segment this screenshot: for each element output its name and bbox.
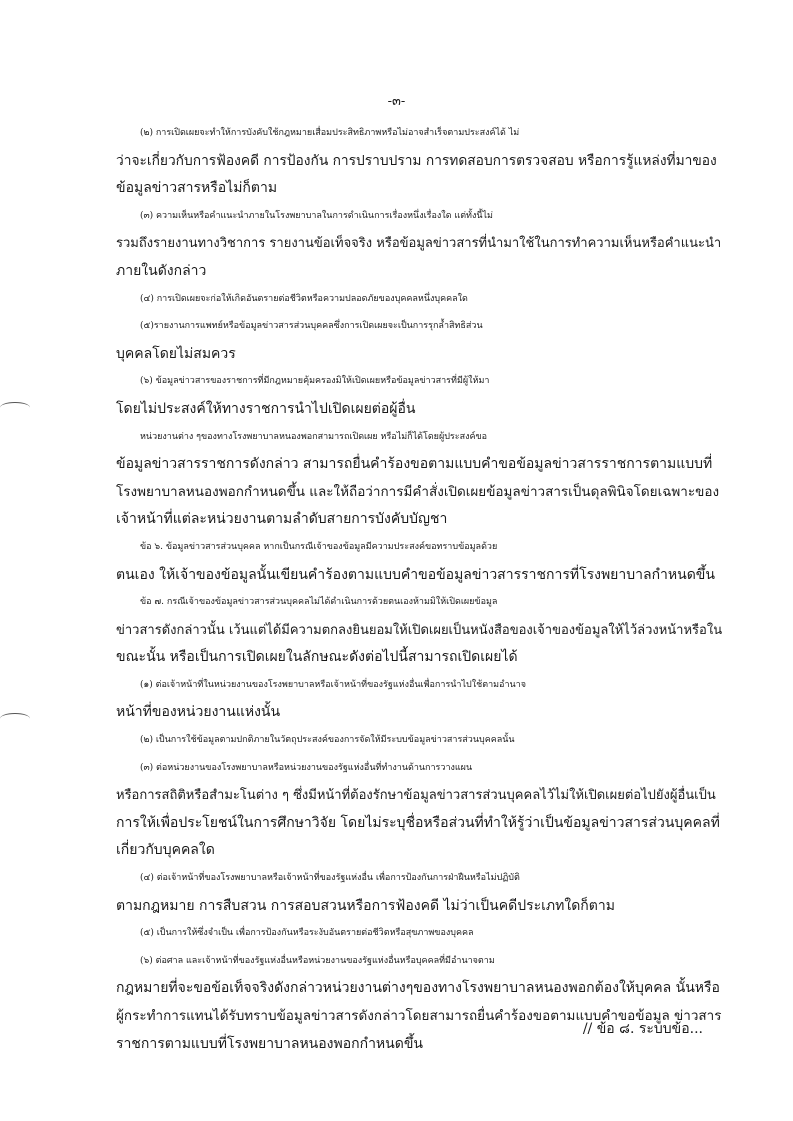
text-line: ตนเอง ให้เจ้าของข้อมูลนั้นเขียนคำร้องตามแบบคำขอข้อมูลข่าวสารราชการที่โรงพยาบาลกำหนดขึ้น: [116, 566, 715, 583]
text-line: (๕)รายงานการแพทย์หรือข้อมูลข่าวสารส่วนบุคคลซึ่งการเปิดเผยจะเป็นการรุกล้ำสิทธิส่วน: [140, 321, 483, 332]
text-line: หน้าที่ของหน่วยงานแห่งนั้น: [116, 704, 281, 721]
text-line: เจ้าหน้าที่แต่ละหน่วยงานตามลำดับสายการบังคับบัญชา: [116, 511, 448, 528]
text-line: (๖) ต่อศาล และเจ้าหน้าที่ของรัฐแห่งอื่นหรือหน่วยงานของรัฐแห่งอื่นหรือบุคคลที่มีอำนาจตาม: [140, 955, 495, 966]
text-line: ข้อ ๖. ข้อมูลข่าวสารส่วนบุคคล หากเป็นกรณีเจ้าของข้อมูลมีความประสงค์ขอทราบข้อมูลด้วย: [140, 541, 498, 552]
text-line: ข่าวสารดังกล่าวนั้น เว้นแต่ได้มีความตกลงยินยอมให้เปิดเผยเป็นหนังสือของเจ้าของข้อมูลให้ไว้ล่วงหน้าหรือใน: [116, 622, 723, 638]
text-line: (๑) ต่อเจ้าหน้าที่ในหน่วยงานของโรงพยาบาลหรือเจ้าหน้าที่ของรัฐแห่งอื่นเพื่อการนำไปใช้ตามอำนาจ: [140, 679, 526, 690]
text-line: หรือการสถิติหรือสำมะโนต่าง ๆ ซึ่งมีหน้าที่ต้องรักษาข้อมูลข่าวสารส่วนบุคคลไว้ไม่ให้เปิดเผยต่อไปยังผู้อื่นเป็น: [116, 788, 716, 804]
text-line: (๓) ความเห็นหรือคำแนะนำภายในโรงพยาบาลในการดำเนินการเรื่องหนึ่งเรื่องใด แต่ทั้งนี้ไม่: [140, 210, 493, 221]
text-line: หน่วยงานต่าง ๆของทางโรงพยาบาลหนองพอกสามารถเปิดเผย หรือไม่ก็ได้โดยผู้ประสงค์ขอ: [140, 431, 488, 442]
text-line: (๕) เป็นการให้ซึ่งจำเป็น เพื่อการป้องกันหรือระงับอันตรายต่อชีวิตหรือสุขภาพของบุคคล: [140, 928, 474, 939]
text-line: กฎหมายที่จะขอข้อเท็จจริงดังกล่าวหน่วยงานต่างๆของทางโรงพยาบาลหนองพอกต้องให้บุคคล นั้นหรือ: [116, 980, 720, 997]
text-line: ผู้กระทำการแทนได้รับทราบข้อมูลข่าวสารดังกล่าวโดยสามารถยื่นคำร้องขอตามแบบคำขอข้อมูล ข่าวสาร: [116, 1008, 722, 1024]
continuation-note: // ข้อ ๘. ระบบข้อ...: [582, 1021, 703, 1037]
text-line: รวมถึงรายงานทางวิชาการ รายงานข้อเท็จจริง หรือข้อมูลข่าวสารที่นำมาใช้ในการทำความเห็นหรือคำแนะนำ: [116, 236, 722, 252]
text-line: การให้เพื่อประโยชน์ในการศึกษาวิจัย โดยไม่ระบุชื่อหรือส่วนที่ทำให้รู้ว่าเป็นข้อมูลข่าวสารส่วนบุคคลที่: [116, 814, 720, 831]
text-line: โดยไม่ประสงค์ให้ทางราชการนำไปเปิดเผยต่อผู้อื่น: [116, 400, 416, 417]
text-line: ข้อ ๗. กรณีเจ้าของข้อมูลข่าวสารส่วนบุคคลไม่ได้ดำเนินการด้วยตนเองห้ามมิให้เปิดเผยข้อมูล: [140, 597, 498, 608]
text-line: เกี่ยวกับบุคคลใด: [116, 842, 215, 859]
text-line: (๓) ต่อหน่วยงานของโรงพยาบาลหรือหน่วยงานของรัฐแห่งอื่นที่ทำงานด้านการวางแผน: [140, 762, 473, 773]
text-line: ว่าจะเกี่ยวกับการฟ้องคดี การป้องกัน การปราบปราม การทดสอบการตรวจสอบ หรือการรู้แหล่งที่มาของ: [116, 152, 717, 169]
text-line: ขณะนั้น หรือเป็นการเปิดเผยในลักษณะดังต่อไปนี้สามารถเปิดเผยได้: [116, 649, 518, 666]
text-line: (๒) เป็นการใช้ข้อมูลตามปกติภายในวัตถุประสงค์ของการจัดให้มีระบบข้อมูลข่าวสารส่วนบุคคลนั้น: [140, 735, 515, 746]
text-line: ราชการตามแบบที่โรงพยาบาลหนองพอกกำหนดขึ้น: [116, 1035, 423, 1052]
text-line: ข้อมูลข่าวสารหรือไม่ก็ตาม: [116, 180, 278, 197]
text-line: (๔) การเปิดเผยจะก่อให้เกิดอันตรายต่อชีวิตหรือความปลอดภัยของบุคคลหนึ่งบุคคลใด: [140, 293, 468, 304]
text-line: ภายในดังกล่าว: [116, 262, 207, 279]
text-line: (๒) การเปิดเผยจะทำให้การบังคับใช้กฎหมายเสื่อมประสิทธิภาพหรือไม่อาจสำเร็จตามประสงค์ได้ ไม่: [140, 128, 520, 138]
text-line: (๖) ข้อมูลข่าวสารของราชการที่มีกฎหมายคุ้มครองมิให้เปิดเผยหรือข้อมูลข่าวสารที่มีผู้ให้มา: [140, 376, 490, 387]
document-body: [116, 120, 726, 1058]
page-number: -๓-: [387, 94, 406, 109]
text-line: โรงพยาบาลหนองพอกกำหนดขึ้น และให้ถือว่าการมีคำสั่งเปิดเผยข้อมูลข่าวสารเป็นดุลพินิจโดยเฉพาะของ: [116, 483, 720, 500]
text-line: บุคคลโดยไม่สมควร: [116, 345, 236, 362]
text-line: (๔) ต่อเจ้าหน้าที่ของโรงพยาบาลหรือเจ้าหน้าที่ของรัฐแห่งอื่น เพื่อการป้องกันการฝ่าฝืนหรือไม่ปฏิบัติ: [140, 873, 520, 884]
text-line: ข้อมูลข่าวสารราชการดังกล่าว สามารถยื่นคำร้องขอตามแบบคำขอข้อมูลข่าวสารราชการตามแบบที่: [116, 456, 713, 473]
punch-hole-mark: [0, 713, 30, 724]
punch-hole-mark: [0, 402, 30, 413]
text-line: ตามกฎหมาย การสืบสวน การสอบสวนหรือการฟ้องคดี ไม่ว่าเป็นคดีประเภทใดก็ตาม: [116, 897, 615, 914]
